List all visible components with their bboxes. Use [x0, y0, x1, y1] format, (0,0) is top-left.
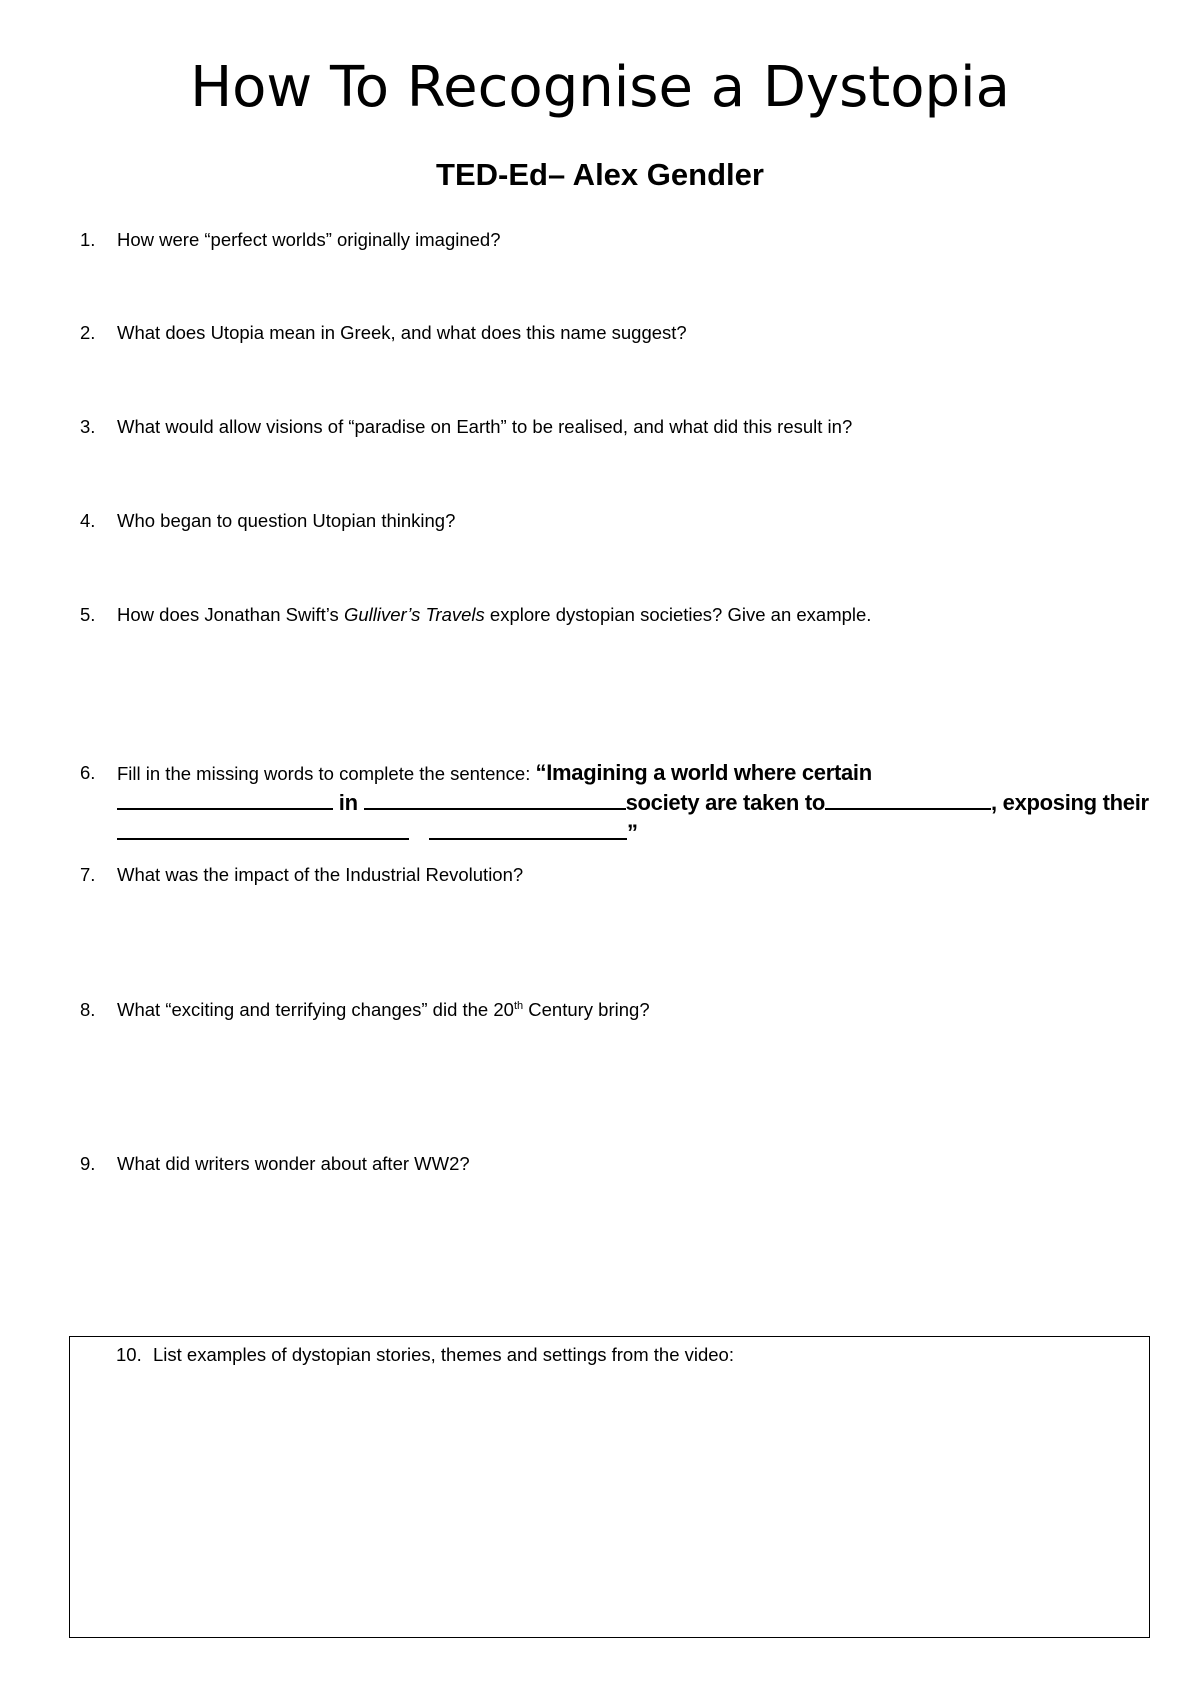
- fill-in-sentence-start: “Imagining a world where certain: [535, 760, 872, 785]
- question-3: [80, 414, 1160, 440]
- question-2: [80, 320, 1160, 346]
- question-text: Who began to question Utopian thinking?: [117, 510, 456, 531]
- superscript: th: [513, 999, 524, 1012]
- question-text-part: Century bring?: [523, 999, 650, 1020]
- question-number: 5.: [80, 604, 96, 625]
- question-text: [117, 602, 1160, 628]
- question-text: What was the impact of the Industrial Revolution?: [117, 864, 524, 885]
- question-number: 6.: [80, 762, 96, 783]
- question-text: [117, 760, 1160, 787]
- book-title: Gulliver’s Travels: [343, 604, 485, 625]
- blank-line[interactable]: [117, 818, 409, 840]
- question-number: 7.: [80, 864, 96, 885]
- question-text: What did writers wonder about after WW2?: [117, 1153, 470, 1174]
- question-5: [80, 602, 1160, 628]
- question-text-part: How does Jonathan Swift’s: [117, 604, 344, 625]
- question-number: 3.: [80, 416, 96, 437]
- question-10: [116, 1342, 1116, 1368]
- question-9: [80, 1151, 1160, 1177]
- question-text: How were “perfect worlds” originally imagined?: [117, 229, 501, 250]
- question-4: [80, 508, 1160, 534]
- page-subtitle: TED-Ed– Alex Gendler: [436, 157, 764, 192]
- question-number: 1.: [80, 229, 96, 250]
- question-8: [80, 997, 1160, 1023]
- question-text-part: What “exciting and terrifying changes” did the 20: [117, 999, 514, 1020]
- blank-line[interactable]: [117, 788, 333, 810]
- fill-in-text: ”: [627, 820, 638, 845]
- question-6: [80, 760, 1160, 787]
- blank-line[interactable]: [364, 788, 626, 810]
- fill-in-text: society are taken to: [625, 790, 826, 815]
- question-text-part: explore dystopian societies? Give an example.: [484, 604, 872, 625]
- question-number: 8.: [80, 999, 96, 1020]
- question-text-part: Fill in the missing words to complete the sentence:: [117, 763, 536, 784]
- question-number: 4.: [80, 510, 96, 531]
- question-text: List examples of dystopian stories, themes and settings from the video:: [153, 1344, 734, 1365]
- blank-line[interactable]: [429, 818, 627, 840]
- question-text: What would allow visions of “paradise on Earth” to be realised, and what did this result in?: [117, 416, 853, 437]
- question-7: [80, 862, 1160, 888]
- page-title: How To Recognise a Dystopia: [190, 55, 1010, 120]
- question-number: 10.: [116, 1344, 142, 1365]
- question-1: [80, 227, 1160, 253]
- fill-in-text: , exposing their: [991, 790, 1149, 815]
- fill-in-sentence: [117, 788, 1167, 848]
- blank-line[interactable]: [825, 788, 991, 810]
- question-number: 9.: [80, 1153, 96, 1174]
- question-text: [117, 997, 1160, 1023]
- fill-in-text: in: [333, 790, 364, 815]
- question-number: 2.: [80, 322, 96, 343]
- answer-box[interactable]: [69, 1336, 1150, 1638]
- question-text: What does Utopia mean in Greek, and what does this name suggest?: [117, 322, 687, 343]
